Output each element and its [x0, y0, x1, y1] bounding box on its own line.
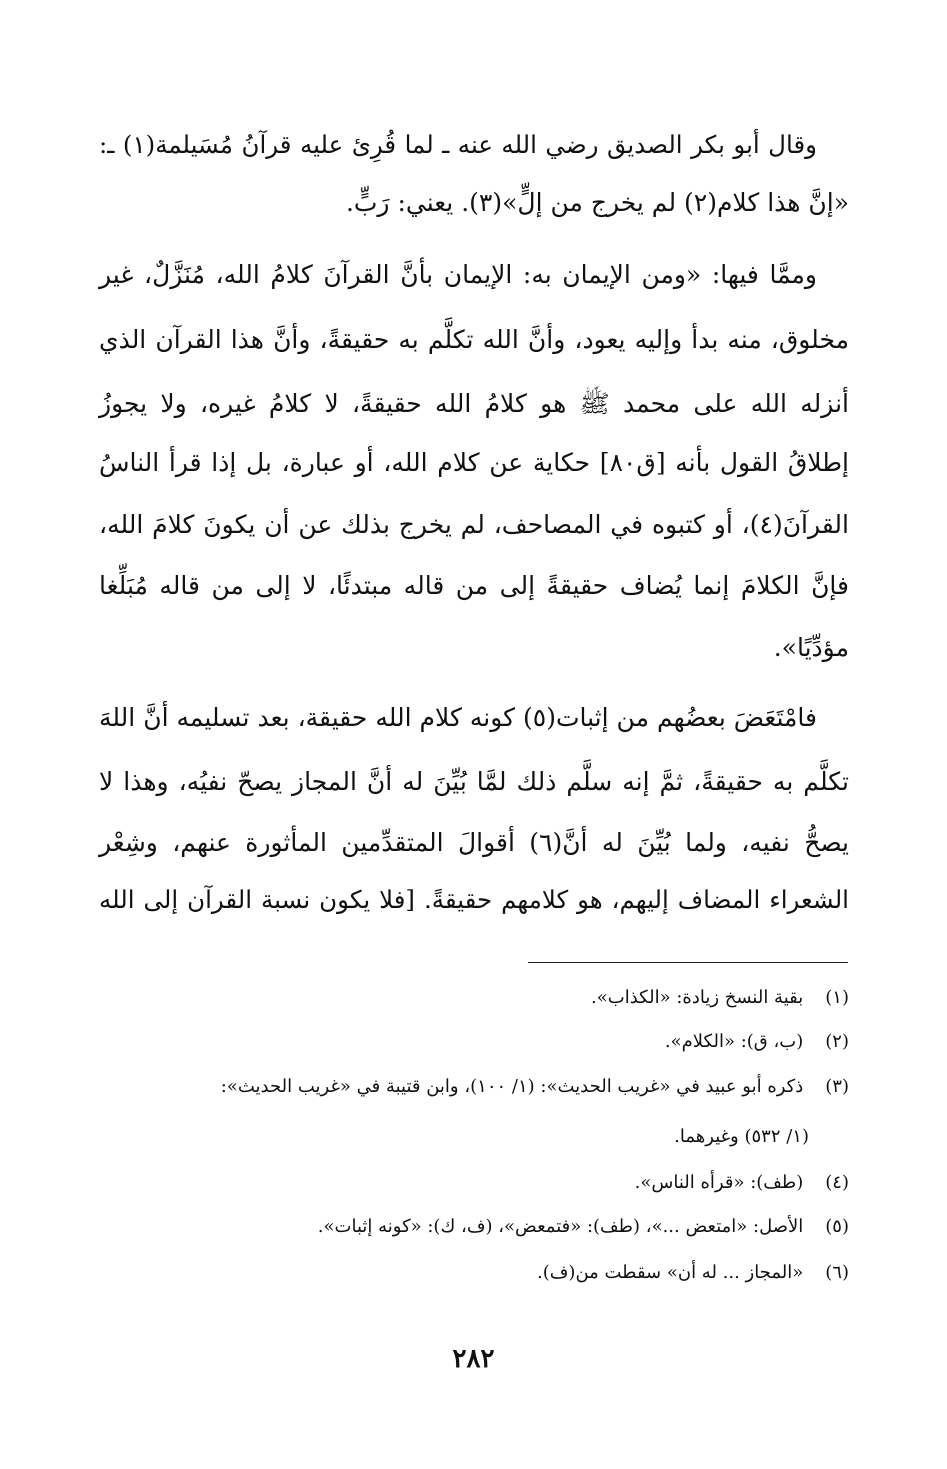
page-number: ٢٨٢ — [452, 1344, 495, 1374]
footnote-text: ذكره أبو عبيد في «غريب الحديث»: (١/ ١٠٠)، وابن قتيبة في «غريب الحديث»: — [220, 1076, 804, 1097]
paragraph-2-line-1: وممَّا فيها: «ومن الإيمان به: الإيمان بأنَّ القرآنَ كلامُ الله، مُنَزَّلٌ، غير — [99, 260, 817, 289]
footnote-separator — [528, 962, 848, 963]
footnote-number: (٤) — [825, 1172, 849, 1193]
footnote-text: بقية النسخ زيادة: «الكذاب». — [591, 987, 804, 1008]
paragraph-2-line-6: فإنَّ الكلامَ إنما يُضاف حقيقةً إلى من قاله مبتدئًا، لا إلى من قاله مُبَلِّغا — [99, 571, 849, 600]
footnote-number: (٥) — [825, 1216, 849, 1237]
footnote-text: الأصل: «امتعض ...»، (طف): «فتمعض»، (ف، ك): «كونه إثبات». — [317, 1216, 804, 1237]
footnote-text: (ب، ق): «الكلام». — [664, 1031, 804, 1052]
footnote-2 — [89, 1027, 849, 1057]
paragraph-3-line-3: يصحُّ نفيه، ولما بُيِّنَ له أنَّ(٦) أقوالَ المتقدِّمين المأثورة عنهم، وشِعْر — [99, 828, 849, 857]
footnote-5 — [89, 1212, 849, 1242]
footnote-1 — [89, 983, 849, 1013]
paragraph-2-line-4: إطلاقُ القول بأنه [ق٨٠] حكاية عن كلام الله، أو عبارة، بل إذا قرأ الناسُ — [99, 448, 850, 477]
footnote-number: (٢) — [825, 1031, 849, 1052]
footnote-number: (٦) — [825, 1262, 849, 1283]
paragraph-2-line-3: أنزله الله على محمد ﷺ هو كلامُ الله حقيقةً، لا كلامُ غيره، ولا يجوزُ — [99, 389, 849, 418]
paragraph-2-line-2: مخلوق، منه بدأ وإليه يعود، وأنَّ الله تكلَّم به حقيقةً، وأنَّ هذا القرآن الذي — [99, 325, 849, 354]
paragraph-3-line-2: تكلَّم به حقيقةً، ثمَّ إنه سلَّم ذلك لمَّا بُيِّنَ له أنَّ المجاز يصحّ نفيُه، وهذا لا — [99, 767, 849, 796]
paragraph-2-line-5: القرآنَ(٤)، أو كتبوه في المصاحف، لم يخرج بذلك عن أن يكونَ كلامَ الله، — [99, 510, 849, 539]
paragraph-1-line-1: وقال أبو بكر الصديق رضي الله عنه ـ لما قُرِئ عليه قرآنُ مُسَيلمة(١) ـ: — [99, 130, 817, 159]
footnote-text: «المجاز ... له أن» سقطت من(ف). — [537, 1262, 804, 1283]
paragraph-1-line-2: «إنَّ هذا كلام(٢) لم يخرج من إلٍّ»(٣). يعني: رَبٍّ. — [345, 188, 849, 217]
paragraph-2-line-7: مؤدِّيًا». — [773, 633, 849, 662]
footnote-number: (١) — [825, 987, 849, 1008]
footnote-text: (طف): «قرأه الناس». — [634, 1172, 804, 1193]
footnote-number: (٣) — [825, 1076, 849, 1097]
paragraph-3-line-4: الشعراء المضاف إليهم، هو كلامهم حقيقةً. [فلا يكون نسبة القرآن إلى الله — [99, 885, 849, 914]
footnote-3-continuation: (١/ ٥٣٢) وغيرهما. — [674, 1126, 809, 1147]
footnote-3 — [89, 1072, 849, 1102]
paragraph-3-line-1: فامْتَعَضَ بعضُهم من إثبات(٥) كونه كلام الله حقيقة، بعد تسليمه أنَّ اللهَ — [99, 703, 817, 732]
footnote-4 — [89, 1168, 849, 1198]
footnote-6 — [89, 1258, 849, 1288]
